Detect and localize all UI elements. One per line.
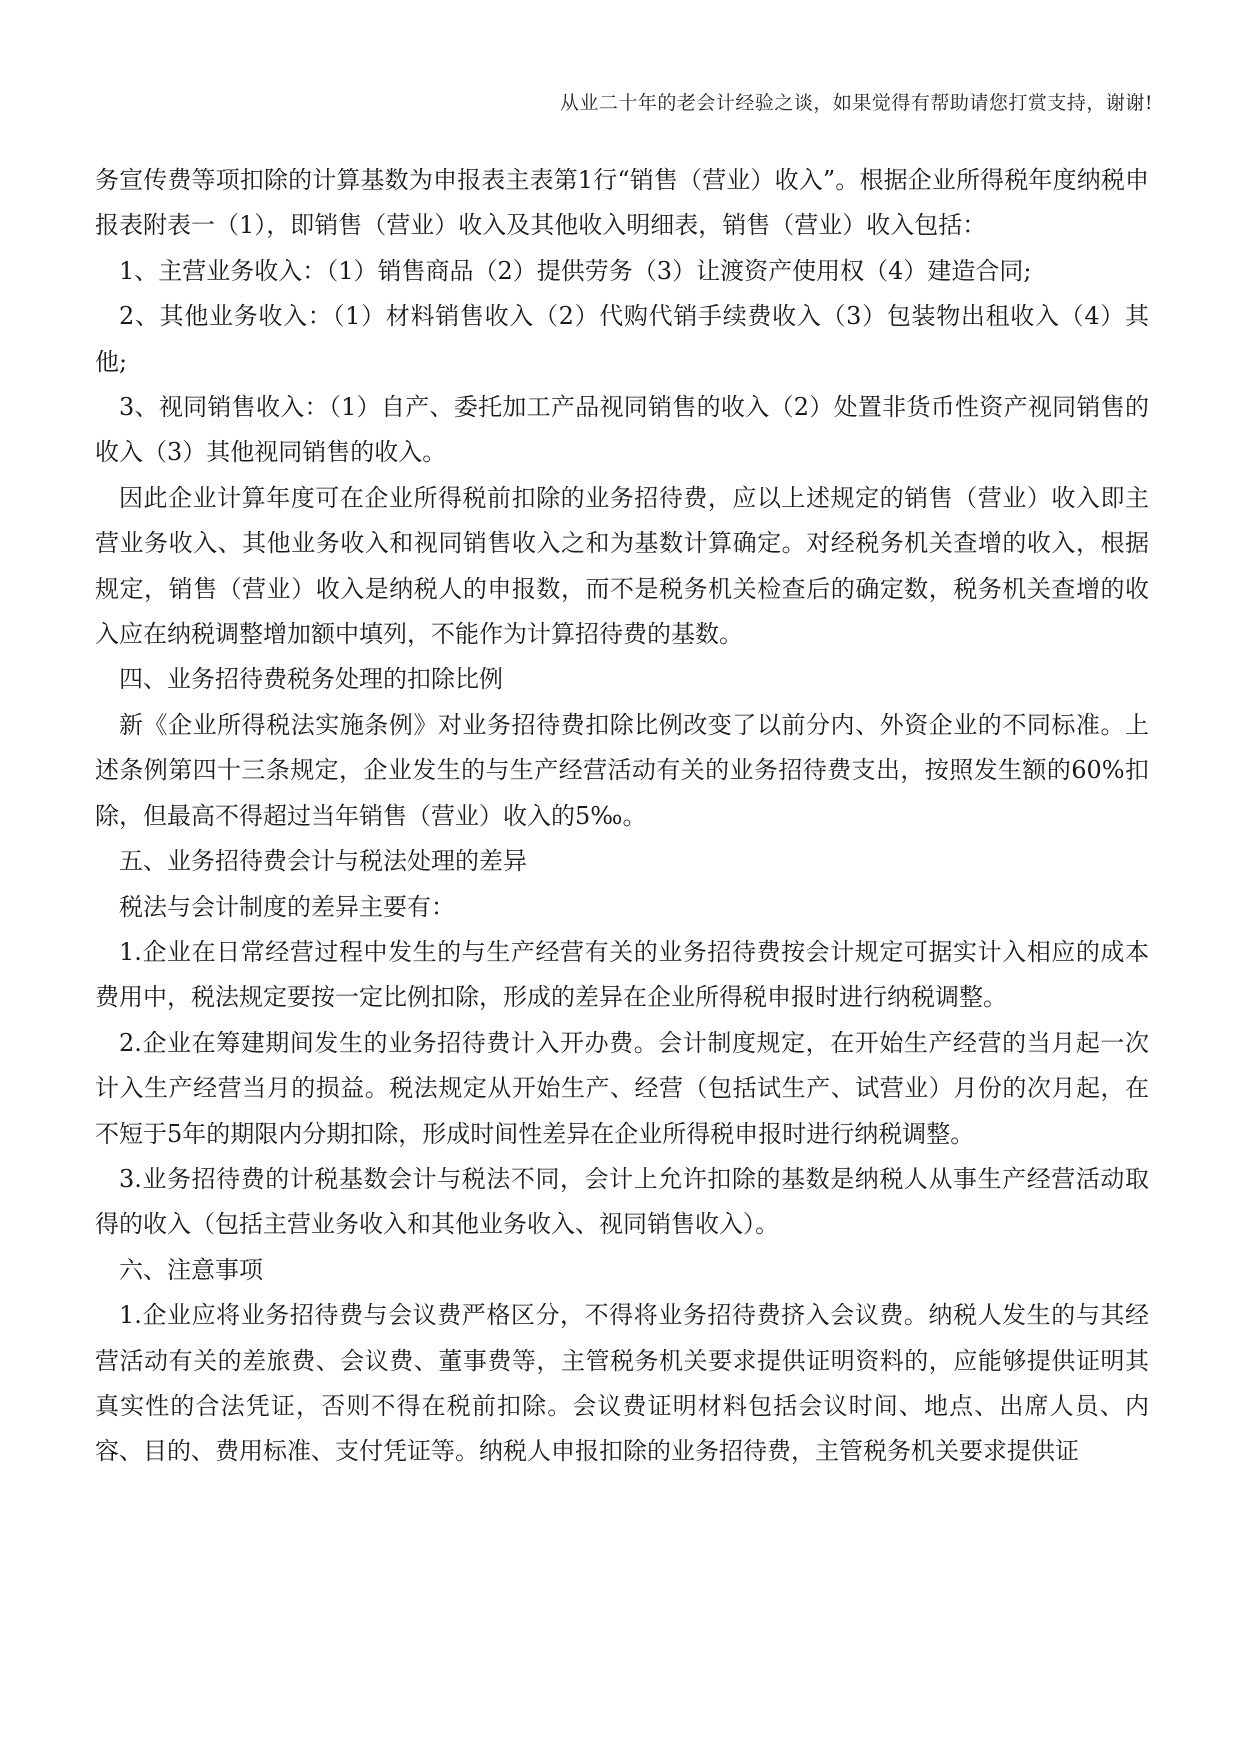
list-item: 3、视同销售收入：（1）自产、委托加工产品视同销售的收入（2）处置非货币性资产视同销售的收入（3）其他视同销售的收入。 bbox=[95, 393, 1149, 467]
list-item: 1.企业应将业务招待费与会议费严格区分，不得将业务招待费挤入会议费。纳税人发生的与其经营活动有关的差旅费、会议费、董事费等，主管税务机关要求提供证明资料的，应能够提供证明其真实性的合法凭证，否则不得在税前扣除。会议费证明材料包括会议时间、地点、出席人员、内容、目的、费用标准、支付凭证等。纳税人申报扣除的业务招待费，主管税务机关要求提供证 bbox=[95, 1301, 1149, 1466]
section-heading: 四、业务招待费税务处理的扣除比例 bbox=[119, 665, 503, 694]
paragraph: 因此企业计算年度可在企业所得税前扣除的业务招待费，应以上述规定的销售（营业）收入即主营业务收入、其他业务收入和视同销售收入之和为基数计算确定。对经税务机关查增的收入，根据规定，销售（营业）收入是纳税人的申报数，而不是税务机关检查后的确定数，税务机关查增的收入应在纳税调整增加额中填列，不能作为计算招待费的基数。 bbox=[95, 483, 1149, 649]
section-heading: 五、业务招待费会计与税法处理的差异 bbox=[119, 847, 527, 876]
header-note: 从业二十年的老会计经验之谈，如果觉得有帮助请您打赏支持，谢谢! bbox=[559, 92, 1153, 114]
paragraph: 新《企业所得税法实施条例》对业务招待费扣除比例改变了以前分内、外资企业的不同标准。上述条例第四十三条规定，企业发生的与生产经营活动有关的业务招待费支出，按照发生额的60%扣除，但最高不得超过当年销售（营业）收入的5‰。 bbox=[95, 710, 1149, 830]
paragraph: 务宣传费等项扣除的计算基数为申报表主表第1行“销售（营业）收入”。根据企业所得税年度纳税申报表附表一（1），即销售（营业）收入及其他收入明细表，销售（营业）收入包括： bbox=[95, 166, 1149, 240]
document-body bbox=[95, 158, 1149, 1475]
list-item: 2.企业在筹建期间发生的业务招待费计入开办费。会计制度规定，在开始生产经营的当月起一次计入生产经营当月的损益。税法规定从开始生产、经营（包括试生产、试营业）月份的次月起，在不短于5年的期限内分期扣除，形成时间性差异在企业所得税申报时进行纳税调整。 bbox=[95, 1028, 1149, 1148]
section-heading: 六、注意事项 bbox=[119, 1255, 263, 1284]
paragraph: 税法与会计制度的差异主要有： bbox=[119, 892, 455, 921]
list-item: 1、主营业务收入：（1）销售商品（2）提供劳务（3）让渡资产使用权（4）建造合同; bbox=[119, 256, 1032, 285]
list-item: 1.企业在日常经营过程中发生的与生产经营有关的业务招待费按会计规定可据实计入相应的成本费用中，税法规定要按一定比例扣除，形成的差异在企业所得税申报时进行纳税调整。 bbox=[95, 937, 1149, 1012]
list-item: 3.业务招待费的计税基数会计与税法不同，会计上允许扣除的基数是纳税人从事生产经营活动取得的收入（包括主营业务收入和其他业务收入、视同销售收入）。 bbox=[95, 1164, 1149, 1239]
list-item: 2、其他业务收入：（1）材料销售收入（2）代购代销手续费收入（3）包装物出租收入（4）其他; bbox=[95, 302, 1149, 376]
